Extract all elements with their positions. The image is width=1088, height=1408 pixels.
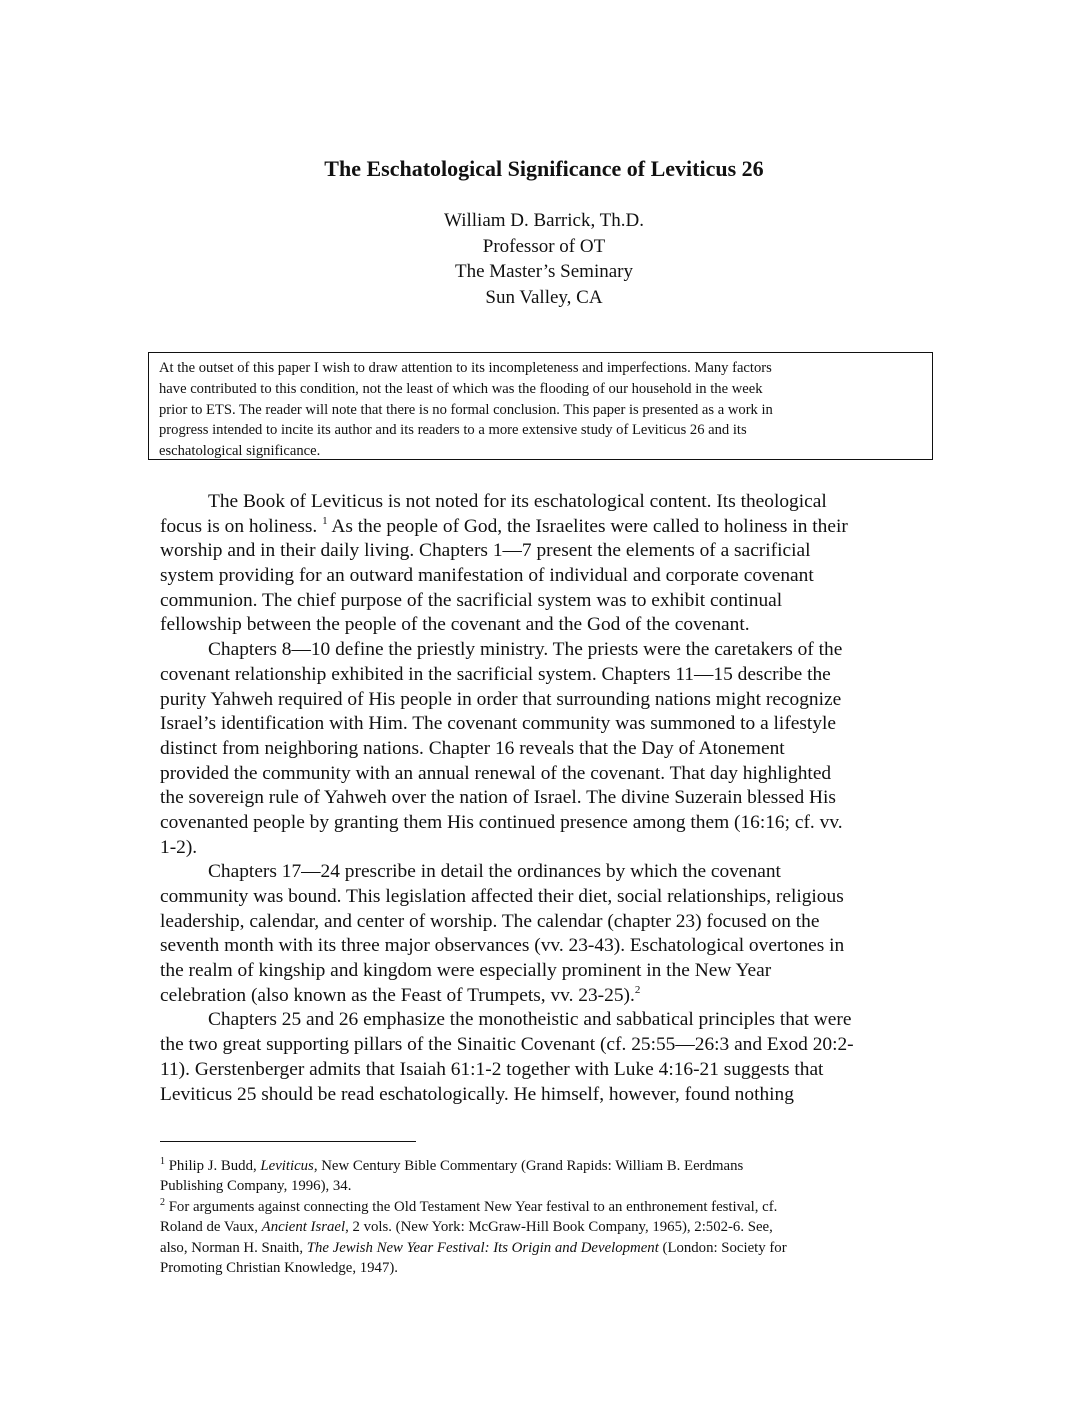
paragraph-1-line: worship and in their daily living. Chapters 1—7 present the elements of a sacrificial bbox=[160, 540, 811, 562]
text-run: celebration (also known as the Feast of Trumpets, vv. 23-25). bbox=[160, 984, 635, 1006]
text-run: focus is on holiness. bbox=[160, 515, 323, 537]
author-position: Professor of OT bbox=[482, 235, 606, 257]
paragraph-1-line: The Book of Leviticus is not noted for its eschatological content. Its theological bbox=[208, 491, 827, 512]
notice-line: prior to ETS. The reader will note that there is no formal conclusion. This paper is presented as a work in bbox=[159, 401, 773, 418]
paragraph-2-line: Chapters 8—10 define the priestly ministry. The priests were the caretakers of the bbox=[208, 639, 843, 661]
paragraph-4-line: 11). Gerstenberger admits that Isaiah 61:1-2 together with Luke 4:16-21 suggests that bbox=[160, 1058, 824, 1080]
paper-title: The Eschatological Significance of Leviticus 26 bbox=[324, 156, 764, 181]
paragraph-2-line: provided the community with an annual renewal of the covenant. That day highlighted bbox=[160, 762, 832, 784]
footnote-1 bbox=[160, 1156, 940, 1176]
text-run: As the people of God, the Israelites were called to holiness in their bbox=[327, 515, 848, 537]
footnote-2-cont bbox=[160, 1217, 940, 1237]
paragraph-2-line: 1-2). bbox=[160, 836, 198, 858]
footnote-ref-1[interactable]: 1 bbox=[322, 514, 328, 527]
author-institution: The Master’s Seminary bbox=[455, 261, 633, 282]
footnote-2-cont: Promoting Christian Knowledge, 1947). bbox=[160, 1259, 398, 1276]
paragraph-4-line: the two great supporting pillars of the Sinaitic Covenant (cf. 25:55—26:3 and Exod 20:2- bbox=[160, 1034, 854, 1056]
paragraph-4-line: Leviticus 25 should be read eschatologically. He himself, however, found nothing bbox=[160, 1083, 794, 1105]
text-run: (London: Society for bbox=[658, 1239, 787, 1256]
text-run: , 2 vols. (New York: McGraw-Hill Book Company, 1965), 2:502-6. See, bbox=[345, 1219, 773, 1236]
footnotes bbox=[160, 1156, 940, 1278]
footnote-2-cont bbox=[160, 1238, 940, 1258]
notice-line: eschatological significance. bbox=[159, 443, 321, 460]
paragraph-3-line: community was bound. This legislation affected their diet, social relationships, religious bbox=[160, 886, 844, 907]
paragraph-3-line: leadership, calendar, and center of worship. The calendar (chapter 23) focused on the bbox=[160, 910, 820, 932]
author-notice-box bbox=[148, 352, 933, 460]
paragraph-3-line: Chapters 17—24 prescribe in detail the ordinances by which the covenant bbox=[208, 861, 781, 883]
paragraph-2-line: the sovereign rule of Yahweh over the nation of Israel. The divine Suzerain blessed His bbox=[160, 787, 836, 809]
author-block bbox=[0, 208, 1088, 310]
footnote-2 bbox=[160, 1197, 940, 1217]
footnote-separator bbox=[160, 1141, 416, 1142]
paragraph-2-line: covenanted people by granting them His continued presence among them (16:16; cf. vv. bbox=[160, 811, 843, 833]
footnote-ref-2[interactable]: 2 bbox=[634, 983, 641, 996]
footnote-number: 2 bbox=[160, 1196, 165, 1208]
paragraph-2-line: covenant relationship exhibited in the sacrificial system. Chapters 11—15 describe the bbox=[160, 663, 831, 685]
paragraph-3-line bbox=[160, 984, 940, 1009]
text-run: , New Century Bible Commentary (Grand Rapids: William B. Eerdmans bbox=[313, 1158, 744, 1174]
paragraph-2-line: purity Yahweh required of His people in order that surrounding nations might recognize bbox=[160, 688, 842, 710]
paragraph-4-line: Chapters 25 and 26 emphasize the monotheistic and sabbatical principles that were bbox=[208, 1009, 852, 1031]
paragraph-1-line: system providing for an outward manifestation of individual and corporate covenant bbox=[160, 565, 814, 587]
author-location: Sun Valley, CA bbox=[485, 286, 603, 308]
body-text bbox=[160, 490, 940, 1107]
paragraph-1-line: fellowship between the people of the covenant and the God of the covenant. bbox=[160, 614, 750, 636]
italic-title: The Jewish New Year Festival: Its Origin and Development bbox=[306, 1239, 659, 1256]
text-run: Roland de Vaux, bbox=[160, 1219, 262, 1236]
text-run: Philip J. Budd, bbox=[165, 1158, 261, 1174]
paragraph-1-line: communion. The chief purpose of the sacrificial system was to exhibit continual bbox=[160, 589, 783, 611]
paragraph-2-line: Israel’s identification with Him. The covenant community was summoned to a lifestyle bbox=[160, 713, 837, 735]
paragraph-3-line: the realm of kingship and kingdom were especially prominent in the New Year bbox=[160, 960, 772, 982]
footnote-number: 1 bbox=[160, 1156, 165, 1167]
notice-line: At the outset of this paper I wish to draw attention to its incompleteness and imperfections. Many factors bbox=[159, 360, 772, 376]
italic-title: Ancient Israel bbox=[261, 1219, 346, 1236]
italic-title: Leviticus bbox=[260, 1158, 314, 1174]
author-name: William D. Barrick, Th.D. bbox=[444, 210, 644, 231]
text-run: also, Norman H. Snaith, bbox=[160, 1239, 307, 1256]
footnote-1-cont: Publishing Company, 1996), 34. bbox=[160, 1178, 352, 1195]
paragraph-3-line: seventh month with its three major observances (vv. 23-43). Eschatological overtones in bbox=[160, 935, 845, 957]
paragraph-2-line: distinct from neighboring nations. Chapter 16 reveals that the Day of Atonement bbox=[160, 737, 785, 759]
notice-line: progress intended to incite its author and its readers to a more extensive study of Leviticus 26 and its bbox=[159, 422, 747, 439]
notice-line: have contributed to this condition, not the least of which was the flooding of our household in the week bbox=[159, 380, 763, 397]
text-run: For arguments against connecting the Old Testament New Year festival to an enthronement festival, cf. bbox=[165, 1198, 778, 1215]
paragraph-1-line bbox=[160, 515, 940, 540]
